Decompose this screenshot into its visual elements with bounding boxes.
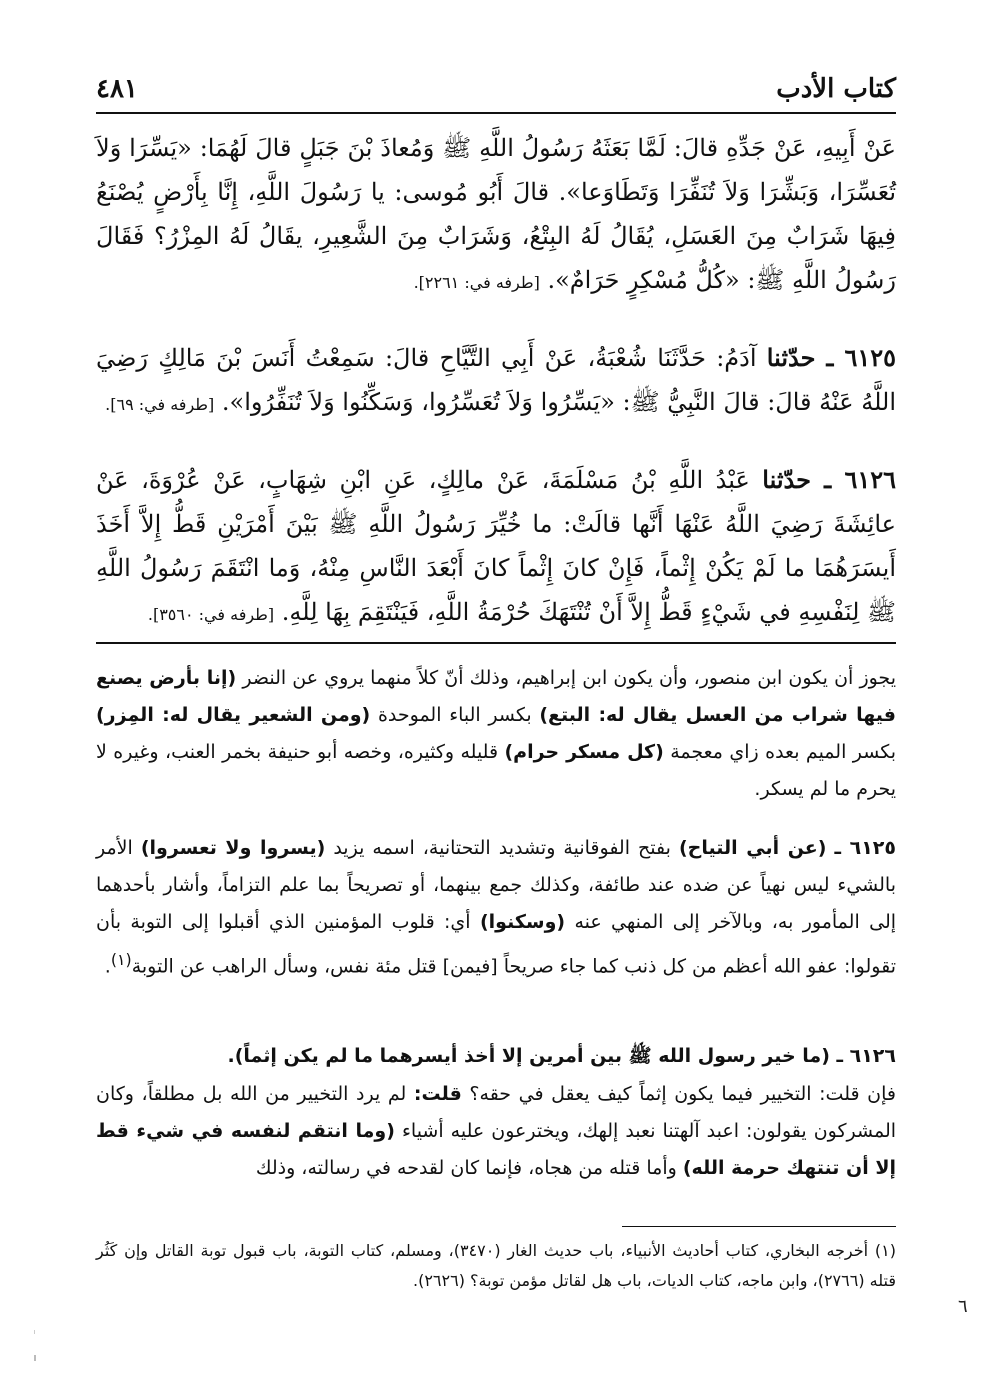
commentary-2-number: ٦١٢٥ ـ [834, 837, 896, 859]
hadith-1-body: عَنْ أَبِيهِ، عَنْ جَدِّهِ قالَ: لَمَّا بَعَثَهُ رَسُولُ اللَّهِ ﷺ وَمُعاذَ بْنَ جَبَلٍ قالَ لَهُمَا: «يَسِّرَا وَلاَ تُعَسِّرَا، وَبَشِّرَا وَلاَ تُنَفِّرَا وَتَطَاوَعا». قالَ أَبُو مُوسى: يا رَسُولَ اللَّهِ، إِنَّا بِأَرْضٍ يُصْنَعُ فِيهَا شَرَابٌ مِنَ العَسَلِ، يُقَالُ لَهُ البِتْعُ، وَشَرَابٌ مِنَ الشَّعِيرِ، يقَالُ لَهُ المِزْرُ؟ فَقَالَ رَسُولُ اللَّهِ ﷺ: «كُلُّ مُسْكِرٍ حَرَامٌ». [96, 134, 896, 294]
commentary-paragraph-1 [96, 660, 896, 808]
hadith-2-body: آدَمُ: حَدَّثَنَا شُعْبَةُ، عَنْ أَبِي التَّيَّاحِ قالَ: سَمِعْتُ أَنَسَ بْنَ مَالِكٍ رَضِيَ اللَّهُ عَنْهُ قالَ: قالَ النَّبِيُّ ﷺ: «يَسِّرُوا وَلاَ تُعَسِّرُوا، وَسَكِّنُوا وَلاَ تُنَفِّرُوا». [96, 344, 896, 416]
chapter-title: كتاب الأدب [776, 74, 896, 104]
hadith-3-reference: [طرفه في: ٣٥٦٠]. [147, 605, 275, 624]
commentary-paragraph-4 [96, 1076, 896, 1187]
margin-mark: ٦ [958, 1296, 968, 1317]
commentary-2-text-a: بفتح الفوقانية وتشديد التحتانية، اسمه يزيد [333, 837, 671, 859]
commentary-2-text-c: أي: قلوب المؤمنين الذي أقبلوا إلى التوبة بأن تقولوا: عفو الله أعظم من كل ذنب كما جاء صريحاً [فيمن] قتل مئة نفس، وسأل الراهب عن التوبة [96, 911, 896, 978]
footnote [96, 1236, 896, 1296]
hadith-2-number: ٦١٢٥ ـ حدّثنا [766, 343, 896, 372]
hadith-text-2 [96, 336, 896, 427]
footnote-rule [622, 1226, 896, 1227]
header-rule [96, 112, 896, 114]
commentary-2-bold-b: (يسروا ولا تعسروا) [140, 837, 326, 859]
scan-speck [34, 1330, 35, 1334]
commentary-1-text-a: يجوز أن يكون ابن منصور، وأن يكون ابن إبراهيم، وذلك أنّ كلاً منهما يروي عن النضر [242, 667, 896, 689]
commentary-paragraph-3 [96, 1038, 896, 1075]
commentary-4-bold-a: قلت: [413, 1083, 462, 1105]
hadith-text-1 [96, 126, 896, 305]
commentary-1-text-c: بكسر الميم بعده زاي معجمة [670, 741, 896, 763]
commentary-4-bold-b: (وما انتقم لنفسه في شيء قط إلا أن تنتهك حرمة الله) [96, 1120, 896, 1179]
commentary-2-text-d: . [104, 955, 111, 978]
commentary-2-text-b: الأمر بالشيء ليس نهياً عن ضده عند طائفة، وكذلك جمع بينهما، أو تصريحاً بما علم التزاماً، وأشار بأحدهما إلى المأمور به، وبالآخر إلى المنهي عنه [96, 837, 897, 933]
hadith-3-body: عَبْدُ اللَّهِ بْنُ مَسْلَمَةَ، عَنْ مالِكٍ، عَنِ ابْنِ شِهَابٍ، عَنْ عُرْوَةَ، عَنْ عائِشَةَ رَضِيَ اللَّهُ عَنْهَا أَنَّها قالَتْ: ما خُيِّرَ رَسُولُ اللَّهِ ﷺ بَيْنَ أَمْرَيْنِ قَطُّ إِلاَّ أَخَذَ أَيسَرَهُمَا ما لَمْ يَكُنْ إِثْماً، فَإِنْ كانَ إِثْماً كانَ أَبْعَدَ النَّاسِ مِنْهُ، وَما انْتَقَمَ رَسُولُ اللَّهِ ﷺ لِنَفْسِهِ في شَيْءٍ قَطُّ إِلاَّ أَنْ تُنْتَهَكَ حُرْمَةُ اللَّهِ، فَيَنْتَقِمَ بِهَا لِلَّهِ. [96, 466, 896, 626]
commentary-1-bold-c: (كل مسكر حرام) [504, 741, 664, 763]
footnote-reference[interactable]: (١) [110, 950, 132, 969]
text-commentary-divider [96, 642, 896, 644]
commentary-1-bold-b: (ومن الشعير يقال له: المِزر) [96, 704, 371, 726]
hadith-text-3 [96, 458, 896, 637]
commentary-1-text-d: قليله وكثيره، وخصه أبو حنيفة بخمر العنب، وغيره لا يحرم ما لم يسكر. [96, 741, 896, 800]
hadith-3-number: ٦١٢٦ ـ حدّثنا [762, 465, 896, 494]
commentary-4-text-c: وأما قتله من هجاه، فإنما كان لقدحه في رسالته، وذلك [255, 1157, 677, 1179]
hadith-1-reference: [طرفه في: ٢٢٦١]. [413, 273, 540, 292]
hadith-2-reference: [طرفه في: ٦٩]. [105, 395, 215, 414]
commentary-1-bold-a: (إنا بأرض يصنع فيها شراب من العسل يقال له: البتع) [96, 667, 896, 726]
commentary-4-text-a: فإن قلت: التخيير فيما يكون إثماً كيف يعقل في حقه؟ [469, 1083, 896, 1105]
footnote-text: (١) أخرجه البخاري، كتاب أحاديث الأنبياء، باب حديث الغار (٣٤٧٠)، ومسلم، كتاب التوبة، باب قبول توبة القاتل وإن كَثُر قتله (٢٧٦٦)، وابن ماجه، كتاب الديات، باب هل لقاتل مؤمن توبة؟ (٢٦٢٦). [96, 1241, 896, 1290]
commentary-2-bold-a: (عن أبي التياح) [678, 837, 827, 859]
page-header [96, 64, 896, 114]
commentary-paragraph-2 [96, 830, 896, 985]
page-number: ٤٨١ [96, 74, 138, 104]
commentary-2-bold-c: (وسكنوا) [479, 911, 566, 933]
commentary-4-text-b: لم يرد التخيير من الله بل مطلقاً، وكان المشركون يقولون: اعبد آلهتنا نعبد إلهك، ويخترعون عليه أشياء [96, 1083, 897, 1142]
commentary-3-heading: ٦١٢٦ ـ (ما خير رسول الله ﷺ بين أمرين إلا أخذ أيسرهما ما لم يكن إثماً). [227, 1045, 896, 1067]
scan-speck [34, 1355, 36, 1361]
commentary-1-text-b: بكسر الباء الموحدة [377, 704, 532, 726]
